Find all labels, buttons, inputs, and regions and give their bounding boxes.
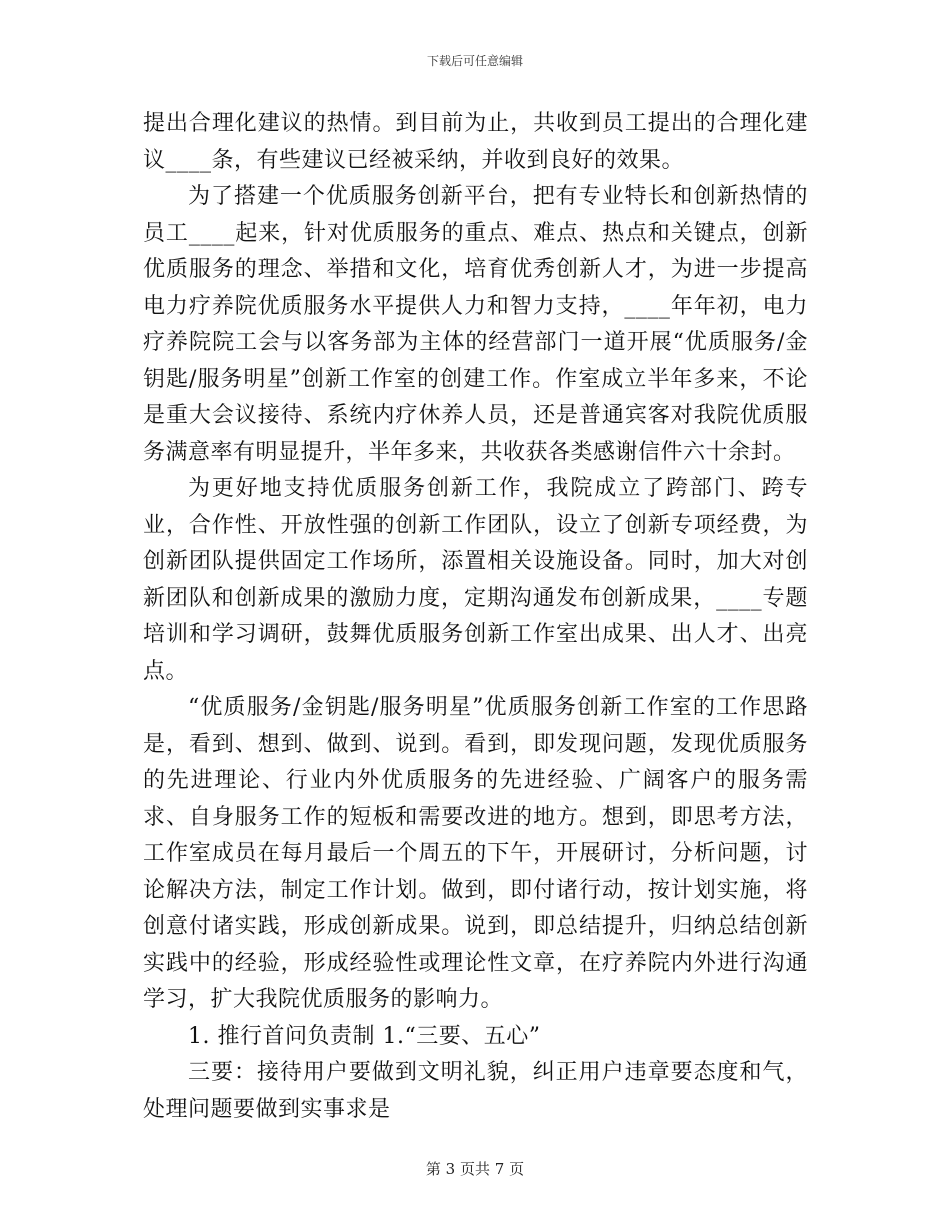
paragraph-6: 三要：接待用户要做到文明礼貌，纠正用户违章要态度和气，处理问题要做到实事求是 [143,1060,808,1122]
paragraph-1: 提出合理化建议的热情。到目前为止，共收到员工提出的合理化建议____条，有些建议已经被采纳，并收到良好的效果。 [143,111,808,173]
paragraph-4: “优质服务/金钥匙/服务明星”优质服务创新工作室的工作思路是，看到、想到、做到、说到。看到，即发现问题，发现优质服务的先进理论、行业内外优质服务的先进经验、广阔客户的服务需求、自身服务工作的短板和需要改进的地方。想到，即思考方法，工作室成员在每月最后一个周五的下午，开展研讨，分析问题，讨论解决方法，制定工作计划。做到，即付诸行动，按计划实施，将创意付诸实践，形成创新成果。说到，即总结提升，归纳总结创新实践中的经验，形成经验性或理论性文章，在疗养院内外进行沟通学习，扩大我院优质服务的影响力。 [143,695,808,1012]
paragraph-5-heading: 1. 推行首问负责制 1.“三要、五心” [188,1023,541,1049]
page-number: 第 3 页共 7 页 [425,1160,525,1178]
page-header-note: 下载后可任意编辑 [426,54,523,68]
paragraph-3: 为更好地支持优质服务创新工作，我院成立了跨部门、跨专业，合作性、开放性强的创新工作团队，设立了创新专项经费，为创新团队提供固定工作场所，添置相关设施设备。同时，加大对创新团队和创新成果的激励力度，定期沟通发布创新成果，____专题培训和学习调研，鼓舞优质服务创新工作室出成果、出人才、出亮点。 [143,476,808,684]
document-body [143,106,808,1128]
paragraph-2: 为了搭建一个优质服务创新平台，把有专业特长和创新热情的员工____起来，针对优质服务的重点、难点、热点和关键点，创新优质服务的理念、举措和文化，培育优秀创新人才，为进一步提高电力疗养院优质服务水平提供人力和智力支持，____年年初，电力疗养院院工会与以客务部为主体的经营部门一道开展“优质服务/金钥匙/服务明星”创新工作室的创建工作。作室成立半年多来，不论是重大会议接待、系统内疗休养人员，还是普通宾客对我院优质服务满意率有明显提升，半年多来，共收获各类感谢信件六十余封。 [143,184,808,465]
